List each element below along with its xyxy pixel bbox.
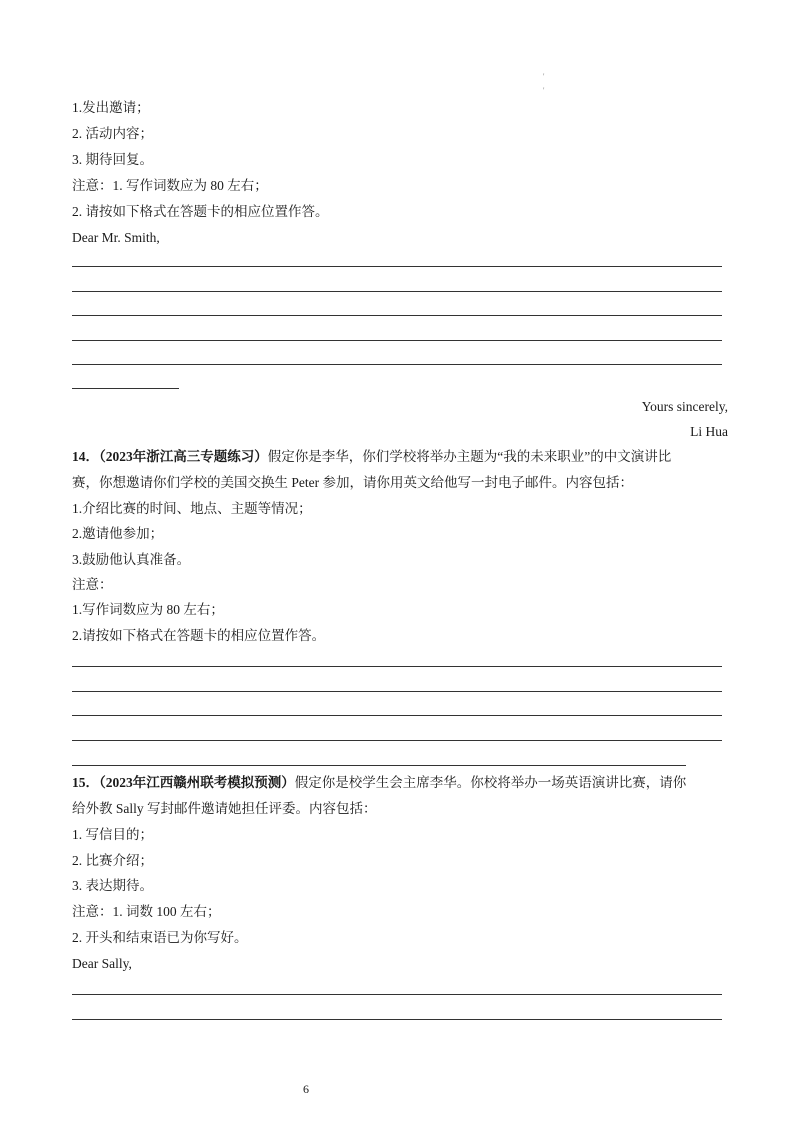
note-line: 2. 请按如下格式在答题卡的相应位置作答。: [72, 204, 329, 219]
prompt-text: 假定你是李华，你们学校将举办主题为“我的未来职业”的中文演讲比: [267, 449, 672, 464]
list-item: 1. 写信目的；: [72, 827, 153, 842]
question-source: （2023年浙江高三专题练习）: [99, 449, 268, 464]
question-source: （2023年江西赣州联考模拟预测）: [99, 775, 295, 790]
prompt-text: 赛，你想邀请你们学校的美国交换生 Peter 参加，请你用英文给他写一封电子邮件。内容包括：: [72, 475, 633, 490]
note-title: 注意：: [72, 577, 113, 592]
corner-mark: ': [543, 86, 545, 95]
answer-line: [72, 291, 722, 292]
salutation: Dear Mr. Smith,: [72, 230, 160, 245]
answer-line: [72, 715, 722, 716]
question-14-prompt: [72, 448, 671, 466]
list-item: 2.邀请他参加；: [72, 526, 164, 541]
question-15-prompt: [72, 774, 686, 792]
list-item: 3. 表达期待。: [72, 878, 153, 893]
question-number: 14．: [72, 449, 99, 464]
answer-line: [72, 691, 722, 692]
note-line: 1.写作词数应为 80 左右；: [72, 602, 224, 617]
answer-line: [72, 388, 179, 389]
answer-line: [72, 740, 722, 741]
signature: Li Hua: [690, 424, 728, 439]
corner-mark: ': [543, 72, 545, 81]
list-item: 1.发出邀请；: [72, 100, 150, 115]
prompt-text: 假定你是校学生会主席李华。你校将举办一场英语演讲比赛，请你: [294, 775, 687, 790]
answer-line: [72, 340, 722, 341]
list-item: 2. 活动内容；: [72, 126, 153, 141]
answer-line: [72, 315, 722, 316]
answer-line: [72, 1019, 722, 1020]
answer-line: [72, 364, 722, 365]
prompt-text: 给外教 Sally 写封邮件邀请她担任评委。内容包括：: [72, 801, 377, 816]
salutation: Dear Sally,: [72, 956, 132, 971]
closing: Yours sincerely,: [641, 399, 728, 414]
note-line: 2.请按如下格式在答题卡的相应位置作答。: [72, 628, 326, 643]
list-item: 3.鼓励他认真准备。: [72, 552, 191, 567]
answer-line: [72, 765, 686, 766]
list-item: 1.介绍比赛的时间、地点、主题等情况；: [72, 501, 312, 516]
note-line: 注意：1. 词数 100 左右；: [72, 904, 221, 919]
question-number: 15．: [72, 775, 99, 790]
note-line: 注意：1. 写作词数应为 80 左右；: [72, 178, 268, 193]
list-item: 3. 期待回复。: [72, 152, 153, 167]
answer-line: [72, 666, 722, 667]
page-number: 6: [303, 1082, 309, 1096]
note-line: 2. 开头和结束语已为你写好。: [72, 930, 248, 945]
answer-line: [72, 994, 722, 995]
answer-line: [72, 266, 722, 267]
list-item: 2. 比赛介绍；: [72, 853, 153, 868]
